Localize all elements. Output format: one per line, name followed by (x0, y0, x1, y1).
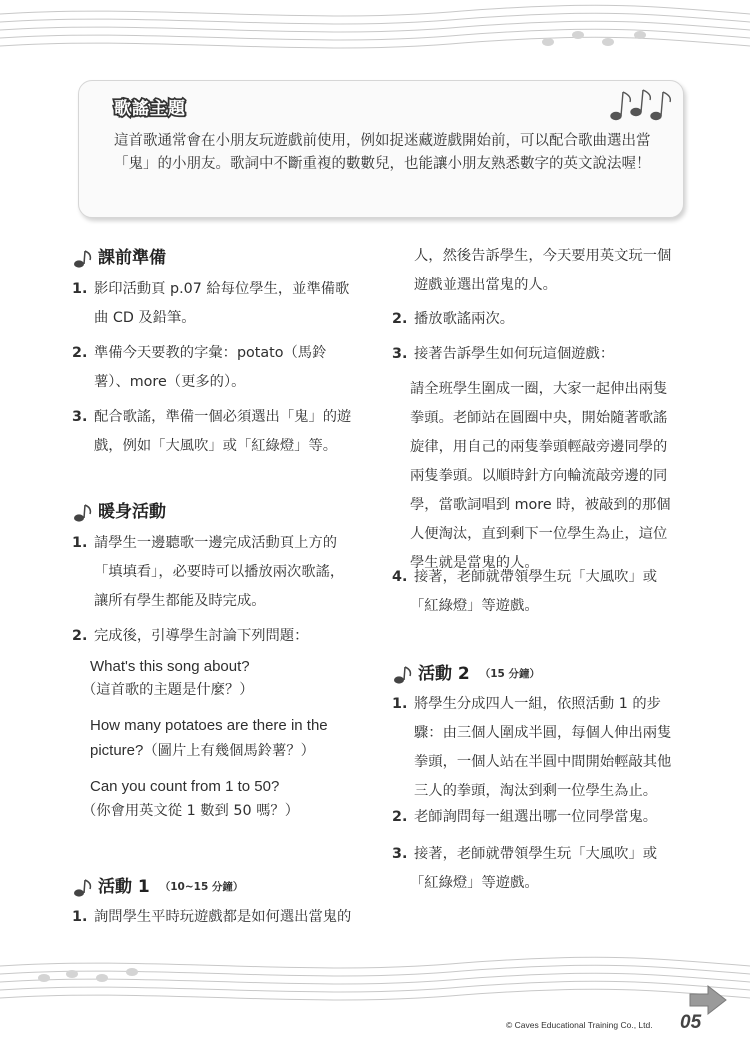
activity1-item-4-number: 4. (392, 569, 408, 585)
question-2-english: How many potatoes are there in the (90, 717, 328, 734)
question-2-chinese: （圖片上有幾個馬鈴薯？） (143, 743, 315, 759)
section-activity1-heading (72, 873, 243, 902)
section-activity1-title: 活動 1 (98, 877, 150, 897)
bottom-staff-decoration (0, 948, 750, 1018)
question-1-chinese: （這首歌的主題是什麼？） (82, 682, 254, 698)
activity1-item-1-cont-2: 遊戲並選出當鬼的人。 (414, 277, 557, 293)
activity2-item-1-line-1: 將學生分成四人一組，依照活動 1 的步 (414, 696, 661, 712)
section-activity2-heading (392, 660, 540, 689)
activity1-item-3-number: 3. (392, 346, 408, 362)
game-line-3: 旋律，用自己的兩隻拳頭輕敲旁邊同學的 (410, 439, 668, 455)
question-3-chinese: （你會用英文從 1 數到 50 嗎？） (82, 803, 300, 819)
section-activity2-title: 活動 2 (418, 664, 470, 684)
theme-title: 歌謠主題 (114, 99, 186, 119)
activity2-item-3-line-1: 接著，老師就帶領學生玩「大風吹」或 (414, 846, 658, 862)
prep-item-3-number: 3. (72, 409, 88, 425)
warmup-item-1-line-3: 讓所有學生都能及時完成。 (94, 593, 266, 609)
game-instructions (410, 375, 694, 578)
game-line-4: 兩隻拳頭。以順時針方向輪流敲旁邊的同 (410, 468, 668, 484)
section-warmup-heading (72, 498, 166, 527)
activity2-item-1-number: 1. (392, 696, 408, 712)
question-2-english-cont: picture? (90, 742, 144, 759)
activity1-item-2-number: 2. (392, 311, 408, 327)
page-number: 05 (680, 1012, 702, 1033)
prep-item-2-line-1: 準備今天要教的字彙：potato（馬鈴 (94, 345, 327, 361)
game-line-2: 拳頭。老師站在圓圈中央，開始隨著歌謠 (410, 410, 668, 426)
question-3-english: Can you count from 1 to 50? (90, 778, 280, 795)
prep-item-3-line-1: 配合歌謠，準備一個必須選出「鬼」的遊 (94, 409, 352, 425)
warmup-item-2-number: 2. (72, 628, 88, 644)
warmup-item-1-number: 1. (72, 535, 88, 551)
activity2-item-3-line-2: 「紅綠燈」等遊戲。 (410, 875, 539, 891)
activity2-item-2-line-1: 老師詢問每一組選出哪一位同學當鬼。 (414, 809, 658, 825)
warmup-item-2-line-1: 完成後，引導學生討論下列問題： (94, 628, 309, 644)
activity2-item-3-number: 3. (392, 846, 408, 862)
game-line-6: 人便淘汰，直到剩下一位學生為止，這位 (410, 526, 668, 542)
warmup-item-1-line-1: 請學生一邊聽歌一邊完成活動頁上方的 (94, 535, 338, 551)
question-1-english: What's this song about? (90, 658, 250, 675)
copyright-text: © Caves Educational Training Co., Ltd. (506, 1020, 653, 1030)
prep-item-1-number: 1. (72, 281, 88, 297)
section-prep-heading (72, 244, 166, 273)
music-notes-icon (608, 86, 678, 128)
activity2-item-2-number: 2. (392, 809, 408, 825)
theme-description: 這首歌通常會在小朋友玩遊戲前使用，例如捉迷藏遊戲開始前，可以配合歌曲選出當「鬼」的小朋友。歌詞中不斷重複的數數兒，也能讓小朋友熟悉數字的英文說法喔！ (114, 133, 651, 172)
prep-item-2-line-2: 薯）、more（更多的）。 (94, 374, 246, 390)
prep-item-3-line-2: 戲，例如「大風吹」或「紅綠燈」等。 (94, 438, 338, 454)
section-activity1-duration: （10~15 分鐘） (159, 881, 244, 893)
music-note-icon (72, 877, 94, 899)
game-line-1: 請全班學生圍成一圈，大家一起伸出兩隻 (410, 381, 668, 397)
warmup-item-1-line-2: 「填填看」，必要時可以播放兩次歌謠， (94, 564, 345, 580)
section-activity2-duration: （15 分鐘） (479, 668, 541, 680)
game-line-7: 學生就是當鬼的人。 (410, 555, 539, 571)
game-line-5: 學，當歌詞唱到 more 時，被敲到的那個 (410, 497, 671, 513)
question-2-line-2 (90, 736, 315, 766)
activity2-item-1-line-2: 驟：由三個人圍成半圓，每個人伸出兩隻 (414, 725, 672, 741)
activity2-item-1-line-3: 拳頭，一個人站在半圓中間開始輕敲其他 (414, 754, 672, 770)
music-note-icon (392, 664, 414, 686)
section-prep-title: 課前準備 (98, 248, 166, 268)
prep-item-2-number: 2. (72, 345, 88, 361)
activity1-item-4-line-2: 「紅綠燈」等遊戲。 (410, 598, 539, 614)
activity1-item-2-text: 播放歌謠兩次。 (414, 311, 515, 327)
prep-item-1-line-1: 影印活動頁 p.07 給每位學生，並準備歌 (94, 281, 350, 297)
music-note-icon (72, 248, 94, 270)
activity1-item-3-text: 接著告訴學生如何玩這個遊戲： (414, 346, 615, 362)
top-staff-decoration (0, 0, 750, 70)
activity2-item-1-line-4: 三人的拳頭，淘汰到剩一位學生為止。 (414, 783, 658, 799)
music-note-icon (72, 502, 94, 524)
activity1-item-4-line-1: 接著，老師就帶領學生玩「大風吹」或 (414, 569, 658, 585)
prep-item-1-line-2: 曲 CD 及鉛筆。 (94, 310, 196, 326)
section-warmup-title: 暖身活動 (98, 502, 166, 522)
activity1-item-1-cont-1: 人，然後告訴學生，今天要用英文玩一個 (414, 248, 672, 264)
activity1-item-1-number: 1. (72, 909, 88, 925)
activity1-item-1-line-1: 詢問學生平時玩遊戲都是如何選出當鬼的 (94, 909, 352, 925)
